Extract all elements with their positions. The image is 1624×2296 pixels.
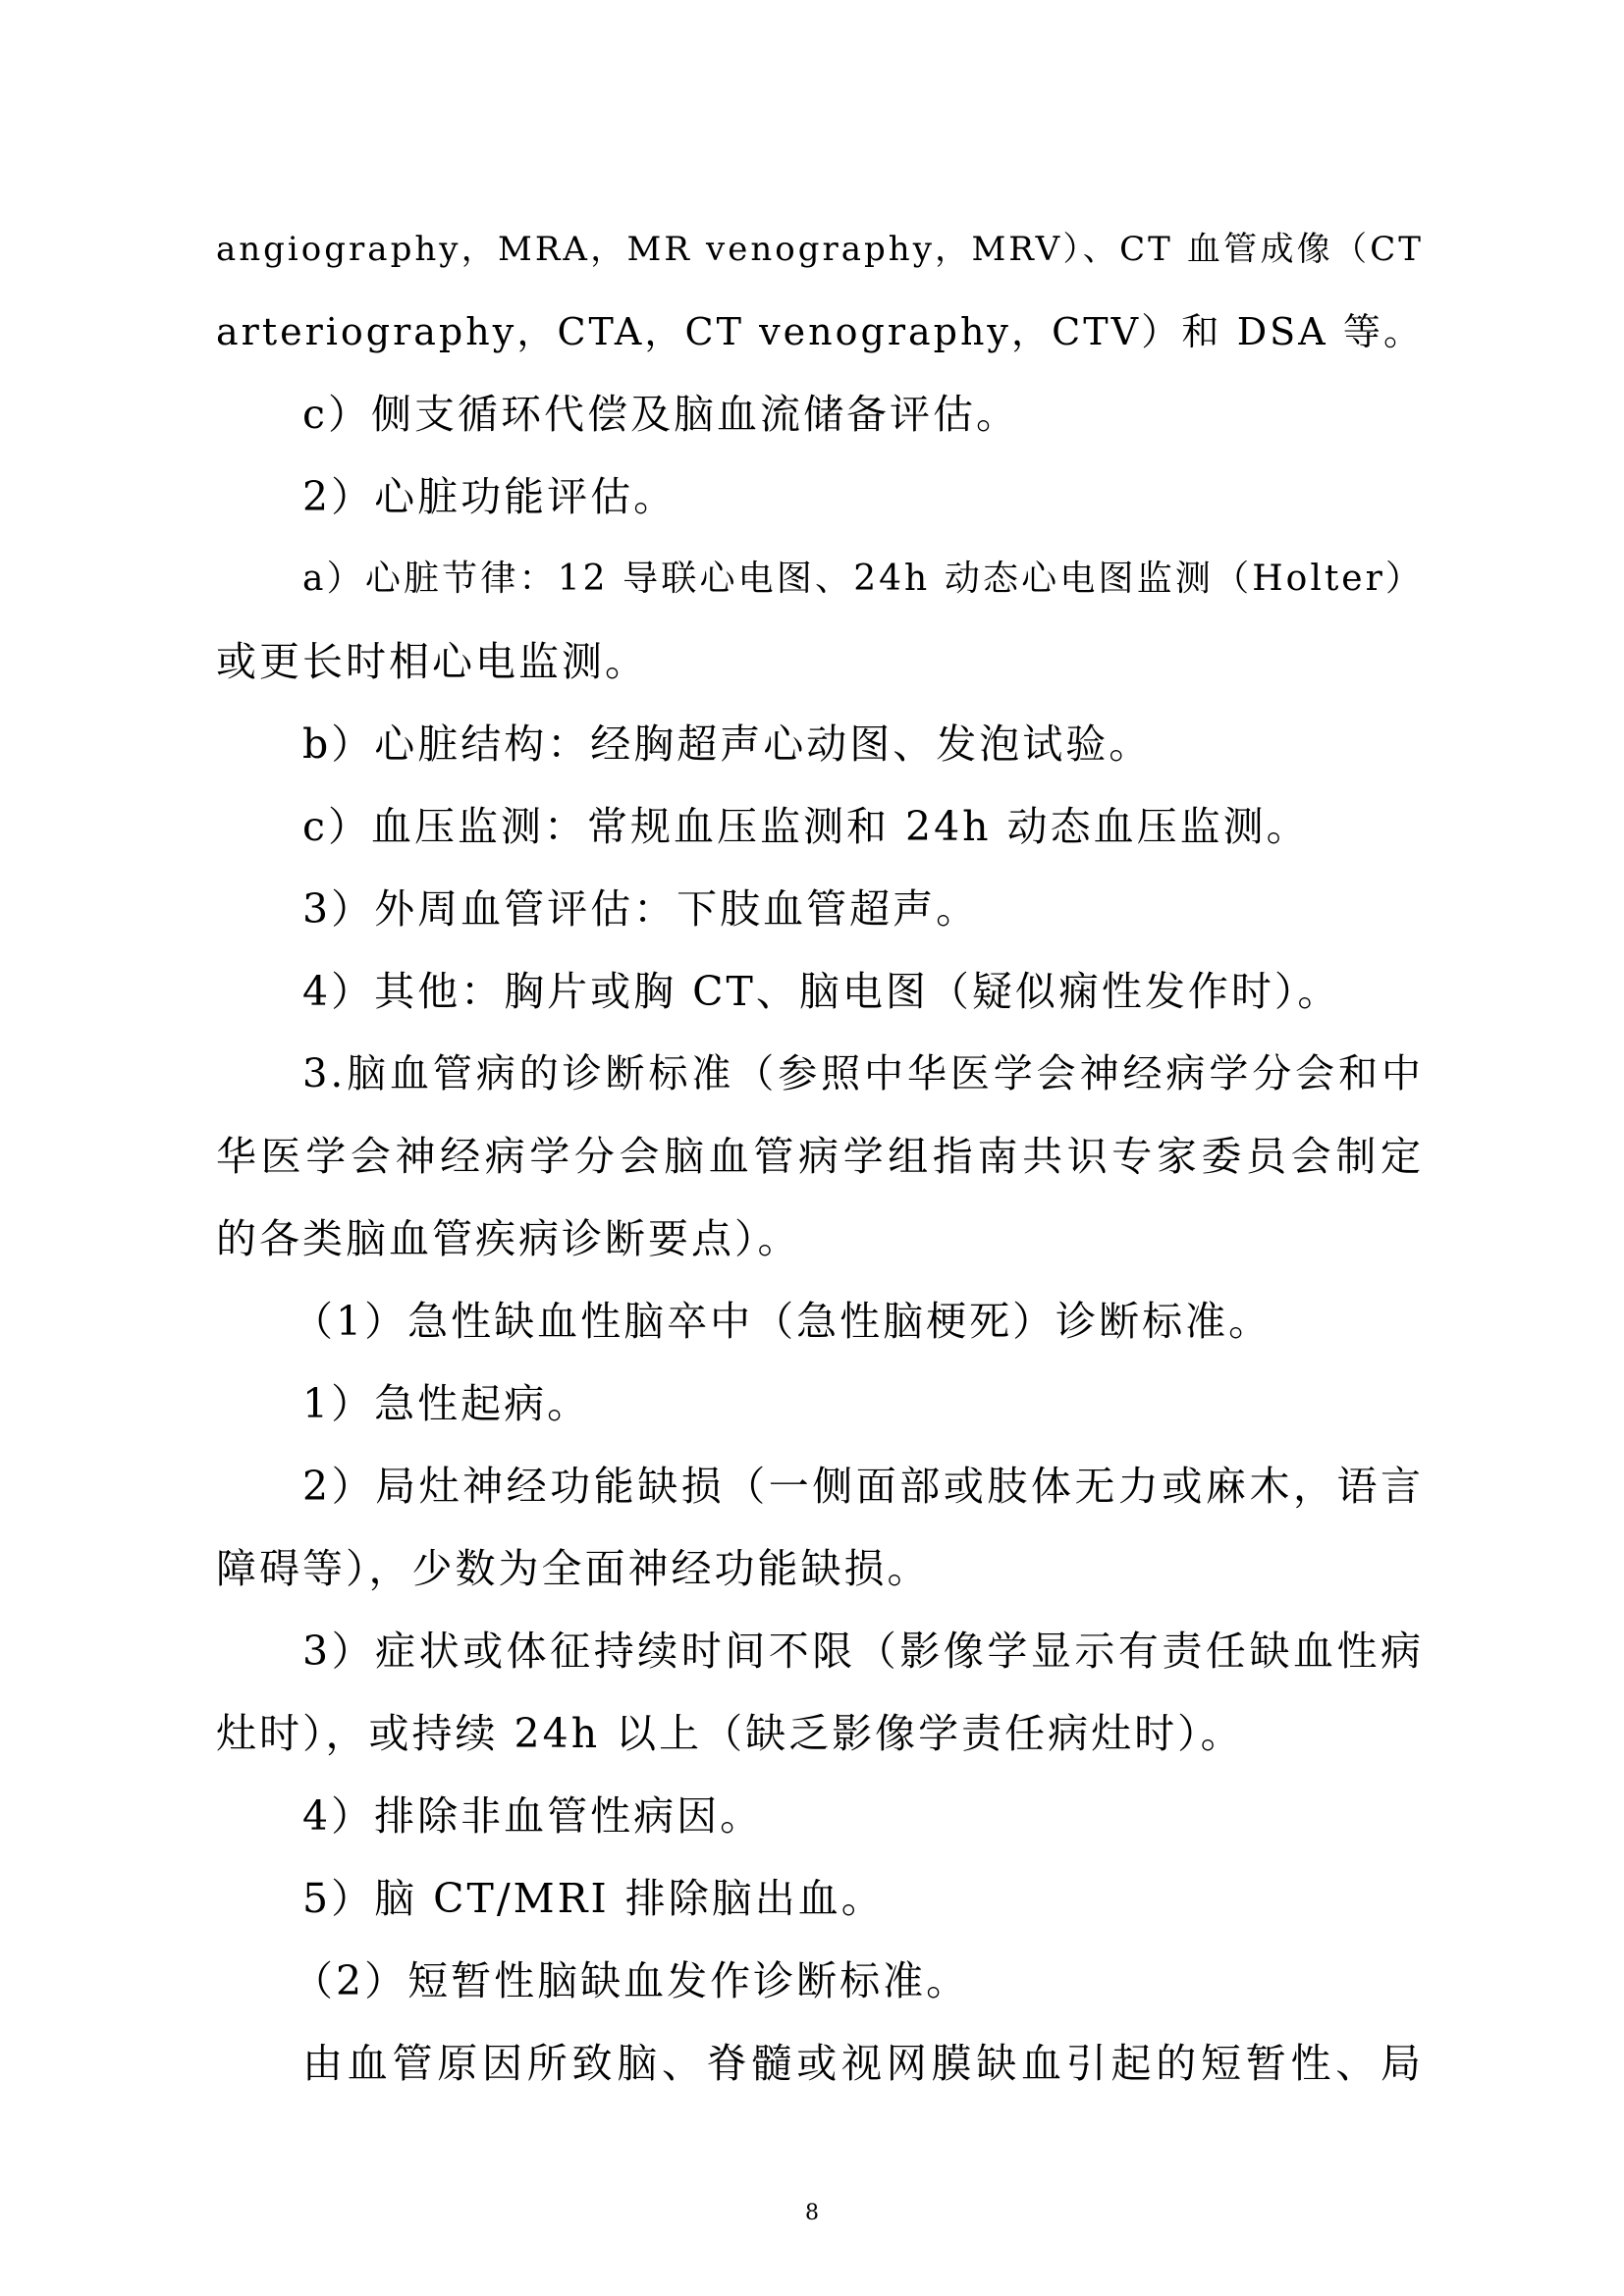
subsection-heading: （2）短暂性脑缺血发作诊断标准。 xyxy=(293,1957,970,2004)
body-line: b）心脏结构：经胸超声心动图、发泡试验。 xyxy=(302,721,1153,768)
body-line: 3）症状或体征持续时间不限（影像学显示有责任缺血性病 xyxy=(302,1628,1424,1675)
body-line: a）心脏节律：12 导联心电图、24h 动态心电图监测（Holter） xyxy=(302,559,1424,599)
body-line: 由血管原因所致脑、脊髓或视网膜缺血引起的短暂性、局 xyxy=(302,2040,1424,2087)
subsection-heading: （1）急性缺血性脑卒中（急性脑梗死）诊断标准。 xyxy=(293,1298,1272,1345)
page-number: 8 xyxy=(805,2201,819,2225)
body-line: 3）外周血管评估：下肢血管超声。 xyxy=(302,885,980,933)
body-line: 的各类脑血管疾病诊断要点）。 xyxy=(216,1215,801,1262)
body-line: c）侧支循环代偿及脑血流储备评估。 xyxy=(302,391,1019,438)
body-line: 华医学会神经病学分会脑血管病学组指南共识专家委员会制定 xyxy=(216,1133,1424,1180)
body-line: 灶时），或持续 24h 以上（缺乏影像学责任病灶时）。 xyxy=(216,1710,1244,1757)
body-line: 或更长时相心电监测。 xyxy=(216,638,648,685)
section-heading: 3.脑血管病的诊断标准（参照中华医学会神经病学分会和中 xyxy=(302,1051,1424,1096)
body-line: 5）脑 CT/MRI 排除脑出血。 xyxy=(302,1875,885,1922)
body-line: arteriography，CTA，CT venography，CTV）和 DSA 等。 xyxy=(216,310,1424,353)
body-line: c）血压监测：常规血压监测和 24h 动态血压监测。 xyxy=(302,803,1310,850)
body-line: 障碍等），少数为全面神经功能缺损。 xyxy=(216,1545,931,1592)
body-line: 1）急性起病。 xyxy=(302,1380,591,1427)
body-line: 2）心脏功能评估。 xyxy=(302,473,677,520)
body-line: angiography，MRA，MR venography，MRV）、CT 血管成像（CT xyxy=(216,230,1424,269)
body-line: 2）局灶神经功能缺损（一侧面部或肢体无力或麻木，语言 xyxy=(302,1463,1424,1510)
body-line: 4）其他：胸片或胸 CT、脑电图（疑似痫性发作时）。 xyxy=(302,968,1341,1015)
body-line: 4）排除非血管性病因。 xyxy=(302,1792,764,1840)
